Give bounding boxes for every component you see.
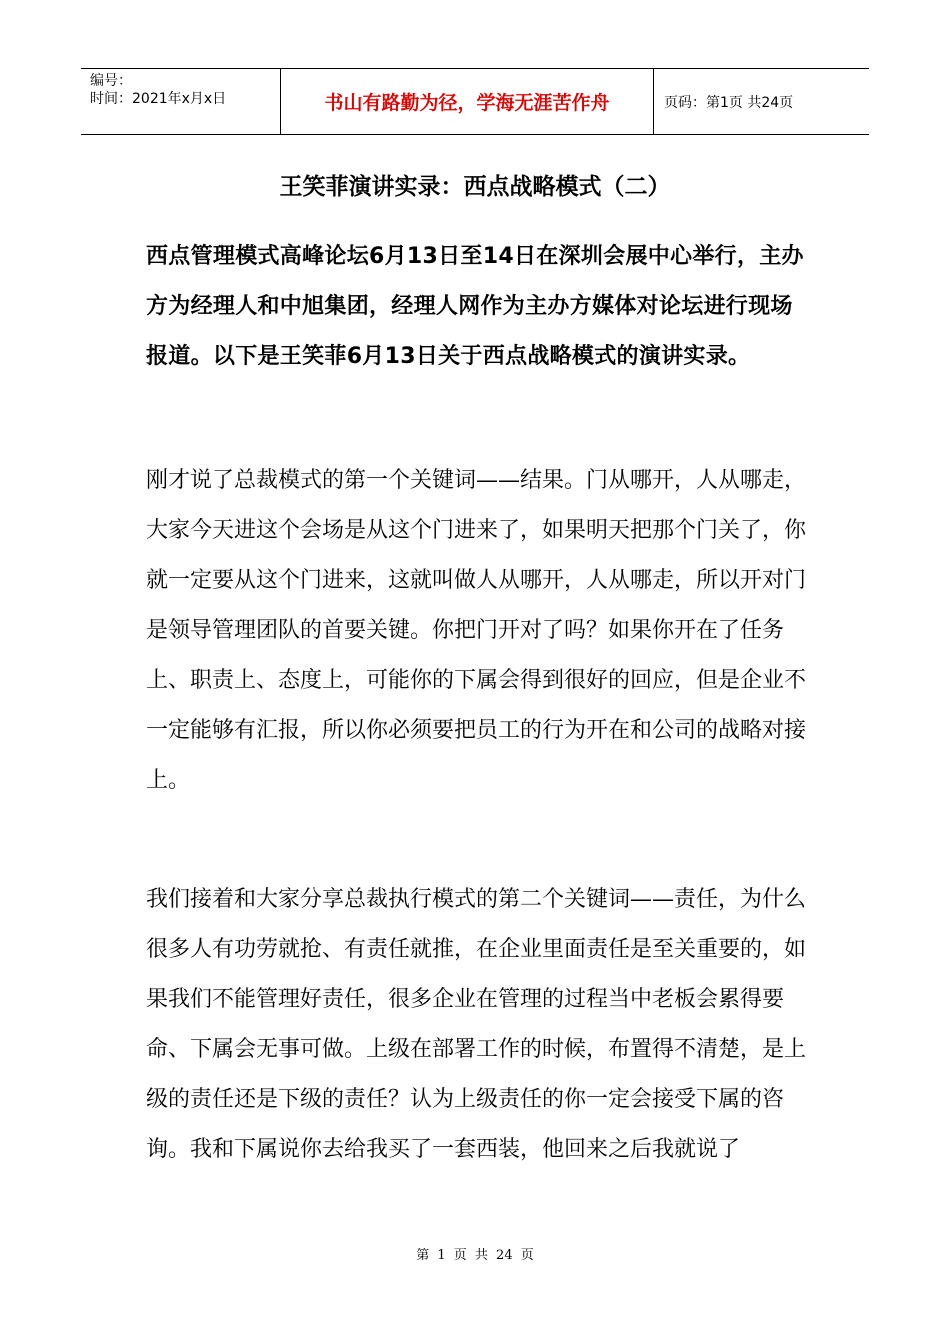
body-paragraph-1: 刚才说了总裁模式的第一个关键词——结果。门从哪开，人从哪走，大家今天进这个会场是从这个门进来了，如果明天把那个门关了，你就一定要从这个门进来，这就叫做人从哪开，人从哪走，所以开对门是领导管理团队的首要关键。你把门开对了吗？如果你开在了任务上、职责上、态度上，可能你的下属会得到很好的回应，但是企业不一定能够有汇报，所以你必须要把员工的行为开在和公司的战略对接上。 [146,468,807,793]
header-page-cell [654,69,869,134]
lead-paragraph: 西点管理模式高峰论坛6月13日至14日在深圳会展中心举行，主办方为经理人和中旭集团，经理人网作为主办方媒体对论坛进行现场报道。以下是王笑菲6月13日关于西点战略模式的演讲实录。 [146,244,804,369]
page-info-text: 页码：第1页 共24页 [664,94,794,111]
header-motto-cell [281,69,654,134]
motto-text: 书山有路勤为径，学海无涯苦作舟 [324,92,610,114]
header-meta-cell [81,69,281,134]
body-paragraph-2: 我们接着和大家分享总裁执行模式的第二个关键词——责任，为什么很多人有功劳就抢、有责任就推，在企业里面责任是至关重要的，如果我们不能管理好责任，很多企业在管理的过程当中老板会累得要命、下属会无事可做。上级在部署工作的时候，布置得不清楚，是上级的责任还是下级的责任？认为上级责任的你一定会接受下属的咨询。我和下属说你去给我买了一套西装，他回来之后我就说了 [146,887,807,1162]
page-footer: 第 1 页 共 24 页 [416,1248,534,1263]
document-title: 王笑菲演讲实录：西点战略模式（二） [279,173,671,200]
document-header-table [81,68,869,135]
date-label: 时间：2021年x月x日 [90,91,227,107]
serial-number-label: 编号： [90,73,132,89]
